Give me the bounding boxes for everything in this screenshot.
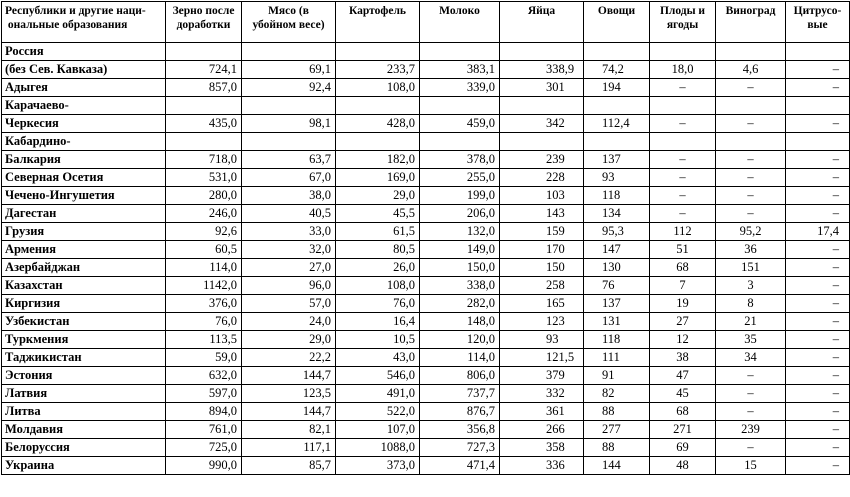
value-cell: 280,0 [166, 187, 242, 205]
value-cell: 92,4 [242, 79, 336, 97]
value-cell: 33,0 [242, 223, 336, 241]
value-cell: 103 [500, 187, 584, 205]
region-name-cell: Молдавия [2, 421, 166, 439]
value-cell: – [786, 79, 850, 97]
value-cell: 336 [500, 457, 584, 475]
value-cell: 98,1 [242, 115, 336, 133]
region-name-cell: (без Сев. Кавказа) [2, 61, 166, 79]
value-cell: 632,0 [166, 367, 242, 385]
value-cell: 718,0 [166, 151, 242, 169]
value-cell: 123 [500, 313, 584, 331]
value-cell: – [786, 169, 850, 187]
value-cell: 255,0 [420, 169, 500, 187]
value-cell [650, 97, 716, 115]
value-cell: 51 [650, 241, 716, 259]
value-cell [242, 97, 336, 115]
value-cell: – [786, 403, 850, 421]
value-cell: 1142,0 [166, 277, 242, 295]
value-cell [786, 133, 850, 151]
value-cell: – [786, 349, 850, 367]
region-name-cell: Россия [2, 43, 166, 61]
value-cell: 435,0 [166, 115, 242, 133]
value-cell: 95,2 [716, 223, 786, 241]
table-row [2, 97, 850, 115]
value-cell: 546,0 [336, 367, 420, 385]
table-body [2, 43, 850, 475]
value-cell [336, 133, 420, 151]
value-cell: 68 [650, 403, 716, 421]
value-cell: 40,5 [242, 205, 336, 223]
region-name-cell: Украина [2, 457, 166, 475]
region-name-cell: Эстония [2, 367, 166, 385]
value-cell: 8 [716, 295, 786, 313]
value-cell [242, 133, 336, 151]
value-cell [336, 97, 420, 115]
value-cell: 69 [650, 439, 716, 457]
value-cell: 38 [650, 349, 716, 367]
region-name-cell: Кабардино- [2, 133, 166, 151]
value-cell: 76,0 [336, 295, 420, 313]
value-cell: 199,0 [420, 187, 500, 205]
value-cell: – [786, 277, 850, 295]
table-row [2, 205, 850, 223]
value-cell [242, 43, 336, 61]
value-cell [420, 97, 500, 115]
value-cell: 137 [584, 295, 650, 313]
value-cell: 15 [716, 457, 786, 475]
value-cell: 59,0 [166, 349, 242, 367]
table-row [2, 151, 850, 169]
value-cell: 491,0 [336, 385, 420, 403]
value-cell: 29,0 [336, 187, 420, 205]
value-cell: 361 [500, 403, 584, 421]
value-cell: 356,8 [420, 421, 500, 439]
table-row [2, 385, 850, 403]
value-cell: 383,1 [420, 61, 500, 79]
value-cell: 113,5 [166, 331, 242, 349]
value-cell: 27 [650, 313, 716, 331]
value-cell: 93 [584, 169, 650, 187]
value-cell: 246,0 [166, 205, 242, 223]
value-cell: 151 [716, 259, 786, 277]
value-cell: 137 [584, 151, 650, 169]
value-cell: 7 [650, 277, 716, 295]
value-cell [500, 133, 584, 151]
table-row [2, 43, 850, 61]
table-row [2, 115, 850, 133]
value-cell: 88 [584, 403, 650, 421]
region-name-cell: Балкария [2, 151, 166, 169]
value-cell: – [716, 151, 786, 169]
value-cell: 32,0 [242, 241, 336, 259]
table-row [2, 295, 850, 313]
value-cell: – [786, 439, 850, 457]
value-cell: 45 [650, 385, 716, 403]
region-name-cell: Киргизия [2, 295, 166, 313]
value-cell: 24,0 [242, 313, 336, 331]
value-cell: 339,0 [420, 79, 500, 97]
value-cell: 131 [584, 313, 650, 331]
value-cell [716, 97, 786, 115]
value-cell: 27,0 [242, 259, 336, 277]
value-cell: 150,0 [420, 259, 500, 277]
value-cell: 170 [500, 241, 584, 259]
region-name-cell: Таджикистан [2, 349, 166, 367]
value-cell: 271 [650, 421, 716, 439]
value-cell: 806,0 [420, 367, 500, 385]
region-name-cell: Дагестан [2, 205, 166, 223]
value-cell: 107,0 [336, 421, 420, 439]
table-row [2, 241, 850, 259]
value-cell: – [650, 205, 716, 223]
value-cell: 761,0 [166, 421, 242, 439]
value-cell: 358 [500, 439, 584, 457]
value-cell: 531,0 [166, 169, 242, 187]
value-cell: 112,4 [584, 115, 650, 133]
value-cell: 338,0 [420, 277, 500, 295]
value-cell: 342 [500, 115, 584, 133]
value-cell [716, 133, 786, 151]
table-row [2, 349, 850, 367]
value-cell: 82,1 [242, 421, 336, 439]
value-cell: 92,6 [166, 223, 242, 241]
value-cell: 123,5 [242, 385, 336, 403]
value-cell: 95,3 [584, 223, 650, 241]
value-cell [584, 43, 650, 61]
value-cell: 47 [650, 367, 716, 385]
value-cell: 19 [650, 295, 716, 313]
value-cell [336, 43, 420, 61]
region-name-cell: Туркмения [2, 331, 166, 349]
value-cell: 36 [716, 241, 786, 259]
value-cell: – [786, 187, 850, 205]
value-cell: 876,7 [420, 403, 500, 421]
region-name-cell: Узбекистан [2, 313, 166, 331]
value-cell: 471,4 [420, 457, 500, 475]
value-cell: 76,0 [166, 313, 242, 331]
table-row [2, 169, 850, 187]
value-cell: 301 [500, 79, 584, 97]
value-cell: 43,0 [336, 349, 420, 367]
table-row [2, 457, 850, 475]
value-cell [500, 97, 584, 115]
value-cell: 857,0 [166, 79, 242, 97]
value-cell: 132,0 [420, 223, 500, 241]
column-header: Молоко [420, 2, 500, 43]
value-cell: 373,0 [336, 457, 420, 475]
value-cell: – [786, 331, 850, 349]
value-cell: 108,0 [336, 79, 420, 97]
value-cell [650, 43, 716, 61]
region-name-cell: Армения [2, 241, 166, 259]
value-cell: 379 [500, 367, 584, 385]
table-row [2, 313, 850, 331]
region-name-cell: Литва [2, 403, 166, 421]
value-cell: 144,7 [242, 367, 336, 385]
value-cell: 378,0 [420, 151, 500, 169]
value-cell: 93 [500, 331, 584, 349]
value-cell [166, 43, 242, 61]
value-cell: – [786, 259, 850, 277]
value-cell: 143 [500, 205, 584, 223]
value-cell: 277 [584, 421, 650, 439]
value-cell [166, 97, 242, 115]
value-cell: 60,5 [166, 241, 242, 259]
region-name-cell: Карачаево- [2, 97, 166, 115]
value-cell: 80,5 [336, 241, 420, 259]
region-name-cell: Белоруссия [2, 439, 166, 457]
value-cell: 68 [650, 259, 716, 277]
value-cell: – [716, 169, 786, 187]
value-cell: 12 [650, 331, 716, 349]
value-cell: – [786, 61, 850, 79]
value-cell: 144 [584, 457, 650, 475]
value-cell: 428,0 [336, 115, 420, 133]
value-cell [716, 43, 786, 61]
column-header: Картофель [336, 2, 420, 43]
value-cell: 26,0 [336, 259, 420, 277]
value-cell: 150 [500, 259, 584, 277]
value-cell: 111 [584, 349, 650, 367]
value-cell: 233,7 [336, 61, 420, 79]
value-cell: 266 [500, 421, 584, 439]
value-cell: 1088,0 [336, 439, 420, 457]
value-cell: – [650, 115, 716, 133]
region-name-cell: Латвия [2, 385, 166, 403]
value-cell: 29,0 [242, 331, 336, 349]
value-cell: 149,0 [420, 241, 500, 259]
value-cell: – [716, 403, 786, 421]
value-cell: 118 [584, 187, 650, 205]
value-cell: 597,0 [166, 385, 242, 403]
column-header: Виноград [716, 2, 786, 43]
value-cell: 258 [500, 277, 584, 295]
value-cell: 120,0 [420, 331, 500, 349]
value-cell: – [650, 151, 716, 169]
column-header: Овощи [584, 2, 650, 43]
value-cell [584, 133, 650, 151]
value-cell: 108,0 [336, 277, 420, 295]
value-cell: 282,0 [420, 295, 500, 313]
value-cell: 228 [500, 169, 584, 187]
value-cell: 144,7 [242, 403, 336, 421]
value-cell: 118 [584, 331, 650, 349]
value-cell: 332 [500, 385, 584, 403]
value-cell: 165 [500, 295, 584, 313]
value-cell: 206,0 [420, 205, 500, 223]
value-cell: – [650, 187, 716, 205]
table-row [2, 403, 850, 421]
value-cell: – [716, 439, 786, 457]
value-cell: 239 [500, 151, 584, 169]
region-name-cell: Северная Осетия [2, 169, 166, 187]
region-name-cell: Черкесия [2, 115, 166, 133]
value-cell: 169,0 [336, 169, 420, 187]
value-cell [166, 133, 242, 151]
value-cell: 16,4 [336, 313, 420, 331]
value-cell: 522,0 [336, 403, 420, 421]
value-cell: 38,0 [242, 187, 336, 205]
value-cell: 4,6 [716, 61, 786, 79]
region-name-cell: Чечено-Ингушетия [2, 187, 166, 205]
value-cell: 91 [584, 367, 650, 385]
value-cell: 61,5 [336, 223, 420, 241]
value-cell: 57,0 [242, 295, 336, 313]
value-cell: 63,7 [242, 151, 336, 169]
region-name-cell: Грузия [2, 223, 166, 241]
column-header: Республики и другие наци- ональные образования [2, 2, 166, 43]
value-cell [420, 43, 500, 61]
value-cell: 21 [716, 313, 786, 331]
column-header: Яйца [500, 2, 584, 43]
column-header: Мясо (в убойном весе) [242, 2, 336, 43]
value-cell: 338,9 [500, 61, 584, 79]
value-cell: – [786, 421, 850, 439]
value-cell: 17,4 [786, 223, 850, 241]
value-cell: 22,2 [242, 349, 336, 367]
value-cell: – [716, 205, 786, 223]
value-cell [500, 43, 584, 61]
value-cell: – [786, 241, 850, 259]
value-cell: 34 [716, 349, 786, 367]
value-cell: 459,0 [420, 115, 500, 133]
value-cell: 96,0 [242, 277, 336, 295]
data-table [1, 1, 850, 475]
value-cell: 194 [584, 79, 650, 97]
value-cell [650, 133, 716, 151]
value-cell: 147 [584, 241, 650, 259]
value-cell: 67,0 [242, 169, 336, 187]
value-cell: 121,5 [500, 349, 584, 367]
value-cell: 76 [584, 277, 650, 295]
value-cell [786, 97, 850, 115]
table-row [2, 79, 850, 97]
value-cell: – [716, 187, 786, 205]
value-cell: 10,5 [336, 331, 420, 349]
value-cell: 117,1 [242, 439, 336, 457]
value-cell: 737,7 [420, 385, 500, 403]
value-cell: 148,0 [420, 313, 500, 331]
value-cell: 18,0 [650, 61, 716, 79]
value-cell: – [786, 115, 850, 133]
value-cell: – [786, 367, 850, 385]
value-cell: – [650, 79, 716, 97]
value-cell: 894,0 [166, 403, 242, 421]
value-cell: 88 [584, 439, 650, 457]
value-cell: – [786, 295, 850, 313]
value-cell: – [786, 385, 850, 403]
value-cell: – [786, 313, 850, 331]
value-cell: – [786, 205, 850, 223]
column-header: Цитрусо-вые [786, 2, 850, 43]
value-cell [420, 133, 500, 151]
value-cell: 130 [584, 259, 650, 277]
value-cell: 48 [650, 457, 716, 475]
table-row [2, 133, 850, 151]
value-cell: 114,0 [166, 259, 242, 277]
value-cell: 724,1 [166, 61, 242, 79]
region-name-cell: Азербайджан [2, 259, 166, 277]
value-cell [786, 43, 850, 61]
column-header: Зерно после доработки [166, 2, 242, 43]
value-cell: 114,0 [420, 349, 500, 367]
value-cell: – [786, 457, 850, 475]
region-name-cell: Адыгея [2, 79, 166, 97]
table-row [2, 367, 850, 385]
value-cell: 82 [584, 385, 650, 403]
value-cell: – [786, 151, 850, 169]
value-cell: 159 [500, 223, 584, 241]
value-cell: 990,0 [166, 457, 242, 475]
table-row [2, 223, 850, 241]
value-cell: 35 [716, 331, 786, 349]
value-cell: 69,1 [242, 61, 336, 79]
table-row [2, 421, 850, 439]
table-row [2, 331, 850, 349]
table-row [2, 187, 850, 205]
value-cell: – [716, 385, 786, 403]
value-cell: 376,0 [166, 295, 242, 313]
table-row [2, 259, 850, 277]
table-row [2, 277, 850, 295]
value-cell: 85,7 [242, 457, 336, 475]
value-cell: 239 [716, 421, 786, 439]
value-cell: – [716, 367, 786, 385]
table-row [2, 61, 850, 79]
region-name-cell: Казахстан [2, 277, 166, 295]
value-cell: 45,5 [336, 205, 420, 223]
value-cell: 3 [716, 277, 786, 295]
table-row [2, 439, 850, 457]
value-cell: – [716, 79, 786, 97]
header-row [2, 2, 850, 43]
value-cell [584, 97, 650, 115]
value-cell: – [650, 169, 716, 187]
value-cell: 725,0 [166, 439, 242, 457]
value-cell: 134 [584, 205, 650, 223]
value-cell: 74,2 [584, 61, 650, 79]
column-header: Плоды и ягоды [650, 2, 716, 43]
value-cell: 727,3 [420, 439, 500, 457]
value-cell: – [716, 115, 786, 133]
value-cell: 182,0 [336, 151, 420, 169]
value-cell: 112 [650, 223, 716, 241]
